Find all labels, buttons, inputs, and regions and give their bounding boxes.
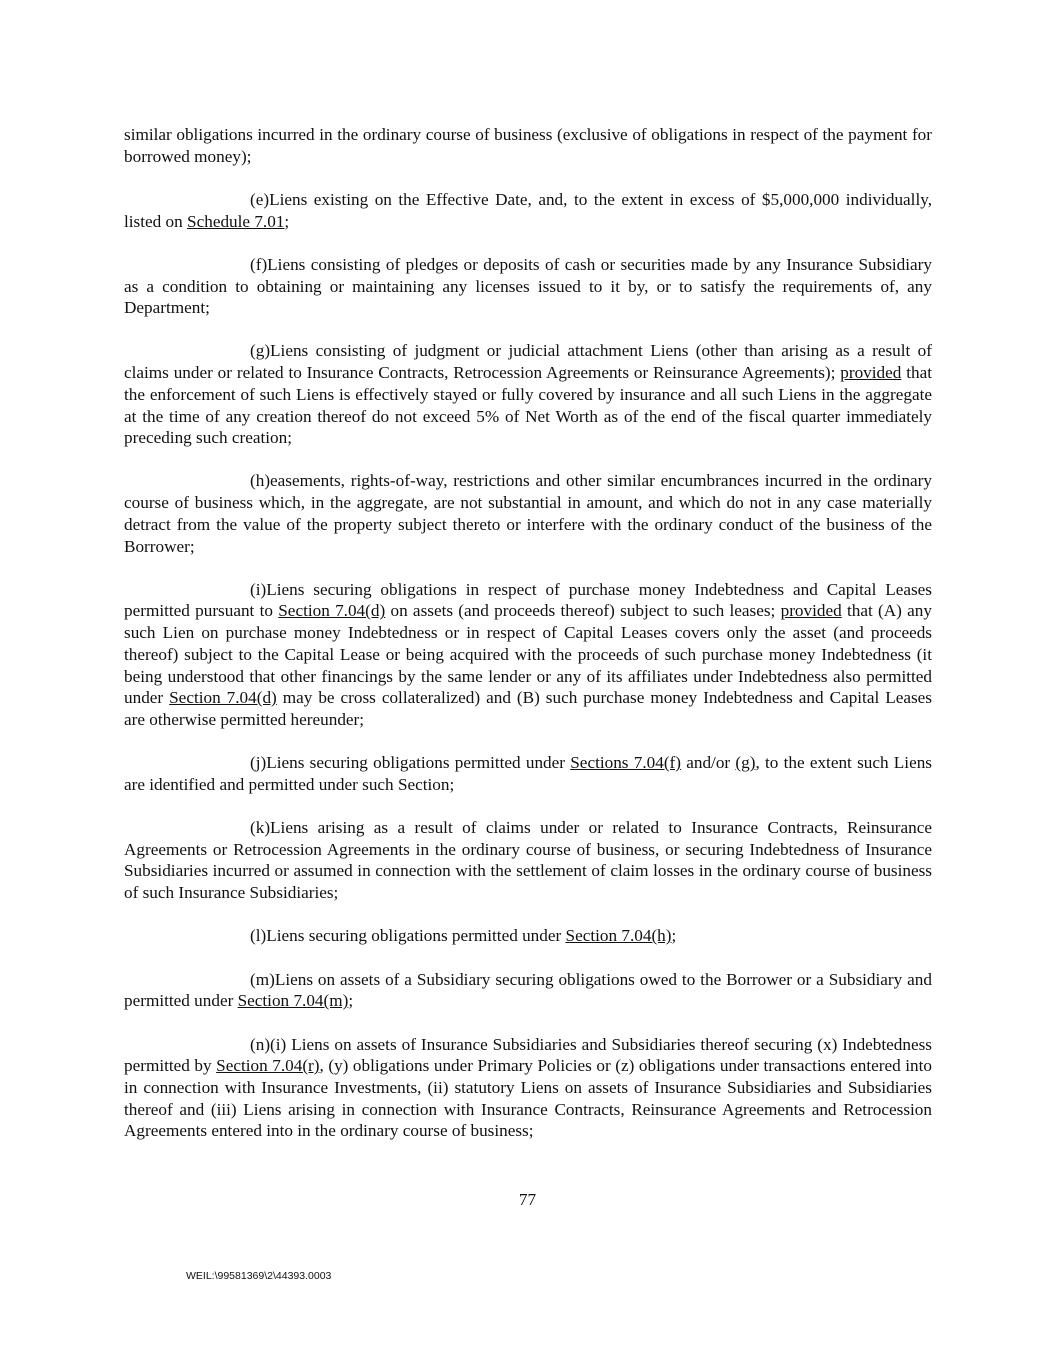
clause-label: (e) — [250, 189, 270, 209]
document-id: WEIL:\99581369\2\44393.0003 — [186, 1270, 332, 1282]
provided-term: provided — [840, 363, 902, 383]
clause-label: (f) — [250, 254, 268, 274]
clause-label: (i) — [250, 579, 267, 599]
clause-label: (j) — [250, 753, 267, 773]
section-reference: Section 7.04(m) — [237, 991, 349, 1011]
clause-label: (m) — [250, 969, 275, 989]
clause-label: (l) — [250, 926, 267, 946]
clause-n: (n)(i) Liens on assets of Insurance Subsidiaries and Subsidiaries thereof securing (x) Indebtedness permitted by Section 7.04(r), (y) obligations under Primary Policies or (z) obligations under transactions entered into in connection with Insurance Investments, (ii) statutory Liens on assets of Insurance Subsidiaries and Subsidiaries thereof and (iii) Liens arising in connection with Insurance Contracts, Reinsurance Agreements and Retrocession Agreements entered into in the ordinary course of business; — [124, 1034, 932, 1141]
section-reference: Section 7.04(d) — [278, 601, 386, 621]
clause-e: (e)Liens existing on the Effective Date, and, to the extent in excess of $5,000,000 individually, listed on Schedule 7.01; — [124, 189, 932, 231]
document-body — [124, 124, 932, 1164]
clause-label: (k) — [250, 818, 271, 838]
clause-label: (h) — [250, 471, 271, 491]
clause-f: (f)Liens consisting of pledges or deposits of cash or securities made by any Insurance Subsidiary as a condition to obtaining or maintaining any licenses issued to it by, or to satisfy the requirements of, any Department; — [124, 254, 932, 318]
clause-label: (n) — [250, 1034, 271, 1054]
section-reference: (g) — [735, 753, 756, 773]
clause-j: (j)Liens securing obligations permitted under Sections 7.04(f) and/or (g), to the extent such Liens are identified and permitted under such Section; — [124, 753, 932, 794]
page-number: 77 — [518, 1190, 537, 1209]
schedule-reference: Schedule 7.01 — [187, 211, 285, 231]
provided-term: provided — [780, 601, 842, 621]
clause-k: (k)Liens arising as a result of claims under or related to Insurance Contracts, Reinsurance Agreements or Retrocession Agreements in the ordinary course of business, or securing Indebtedness of Insurance Subsidiaries incurred or assumed in connection with the settlement of claim losses in the ordinary course of business of such Insurance Subsidiaries; — [124, 818, 932, 903]
clause-i: (i)Liens securing obligations in respect of purchase money Indebtedness and Capital Leases permitted pursuant to Section 7.04(d) on assets (and proceeds thereof) subject to such leases; provided that (A) any such Lien on purchase money Indebtedness or in respect of Capital Leases covers only the asset (and proceeds thereof) subject to the Capital Lease or being acquired with the proceeds of such purchase money Indebtedness (it being understood that other financings by the same lender or any of its affiliates under Indebtedness also permitted under Section 7.04(d) may be cross collateralized) and (B) such purchase money Indebtedness and Capital Leases are otherwise permitted hereunder; — [124, 579, 932, 729]
clause-l: (l)Liens securing obligations permitted under Section 7.04(h); — [124, 925, 932, 947]
section-reference: Section 7.04(h) — [565, 926, 672, 946]
clause-h: (h)easements, rights-of-way, restrictions and other similar encumbrances incurred in the ordinary course of business which, in the aggregate, are not substantial in amount, and which do not in any case materially detract from the value of the property subject thereto or interfere with the ordinary conduct of the business of the Borrower; — [124, 471, 932, 556]
clause-g: (g)Liens consisting of judgment or judicial attachment Liens (other than arising as a result of claims under or related to Insurance Contracts, Retrocession Agreements or Reinsurance Agreements); provided that the enforcement of such Liens is effectively stayed or fully covered by insurance and all such Liens in the aggregate at the time of any creation thereof do not exceed 5% of Net Worth as of the end of the fiscal quarter immediately preceding such creation; — [124, 341, 932, 448]
clause-label: (g) — [250, 341, 271, 361]
continuation-paragraph: similar obligations incurred in the ordinary course of business (exclusive of obligations in respect of the payment for borrowed money); — [124, 125, 932, 166]
section-reference: Section 7.04(d) — [169, 688, 277, 708]
section-reference: Section 7.04(r) — [216, 1056, 320, 1076]
section-reference: Sections 7.04(f) — [570, 753, 681, 773]
clause-m: (m)Liens on assets of a Subsidiary securing obligations owed to the Borrower or a Subsidiary and permitted under Section 7.04(m); — [124, 969, 932, 1011]
